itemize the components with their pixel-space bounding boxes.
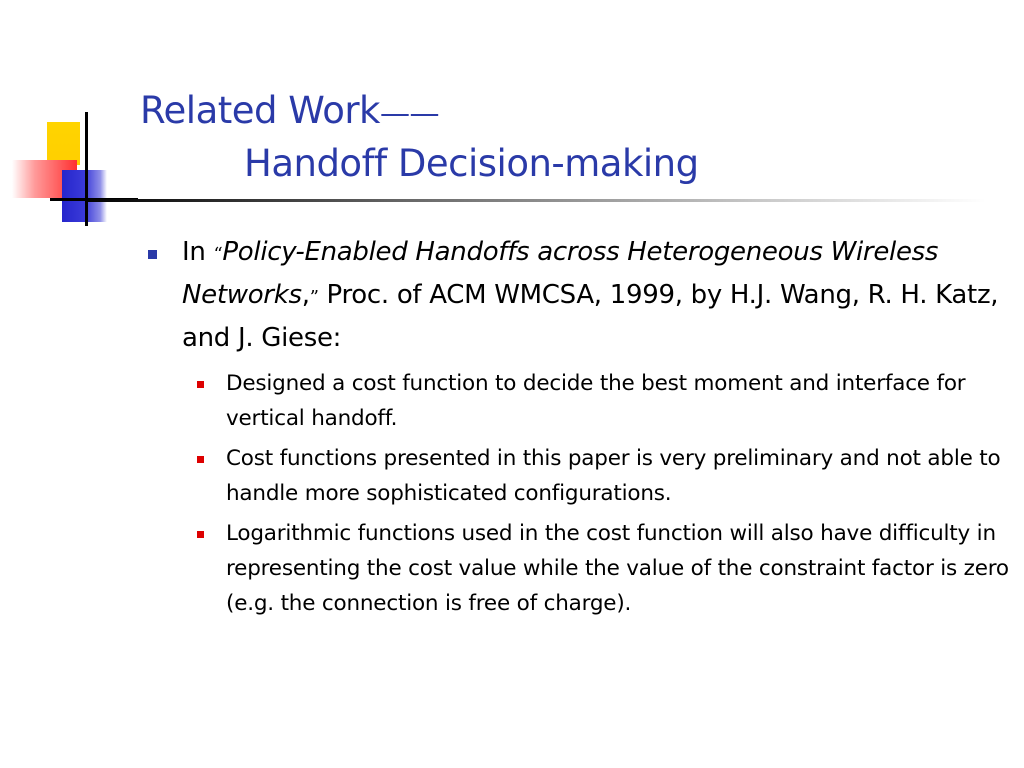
logo-yellow-square	[47, 122, 80, 165]
sub-bullet	[182, 366, 1015, 436]
citation-details: Proc. of ACM WMCSA, 1999, by H.J. Wang, R. H. Katz, and J. Giese:	[182, 280, 999, 353]
bullet-square-icon	[148, 250, 157, 259]
paper-title-comma: ,	[301, 280, 310, 310]
main-bullet	[140, 232, 1015, 358]
main-bullet-prefix: In	[182, 237, 214, 267]
bullet-square-icon	[197, 531, 204, 538]
title-line-2: Handoff Decision-making	[244, 142, 699, 185]
paper-title: Policy-Enabled Handoffs across Heterogeneous Wireless Networks	[182, 237, 939, 310]
slide-body	[140, 232, 1015, 626]
bullet-square-icon	[197, 381, 204, 388]
title-divider-rule	[86, 199, 986, 202]
title-dash: ——	[379, 96, 439, 131]
title-line-1: Related Work	[140, 89, 380, 132]
slide-title	[140, 86, 1000, 189]
close-quote: ”	[309, 287, 319, 308]
bullet-square-icon	[197, 456, 204, 463]
open-quote: “	[213, 244, 223, 265]
slide-logo-decoration	[0, 0, 140, 240]
sub-bullet-text: Cost functions presented in this paper is very preliminary and not able to handle more sophisticated configurations.	[226, 446, 1001, 506]
sub-bullet	[182, 516, 1015, 621]
sub-bullet	[182, 441, 1015, 511]
logo-vertical-line	[85, 112, 88, 226]
sub-bullet-list	[140, 366, 1015, 621]
sub-bullet-text: Logarithmic functions used in the cost function will also have difficulty in representing the cost value while the value of the constraint factor is zero (e.g. the connection is free of charge).	[226, 521, 1009, 616]
sub-bullet-text: Designed a cost function to decide the best moment and interface for vertical handoff.	[226, 371, 966, 431]
